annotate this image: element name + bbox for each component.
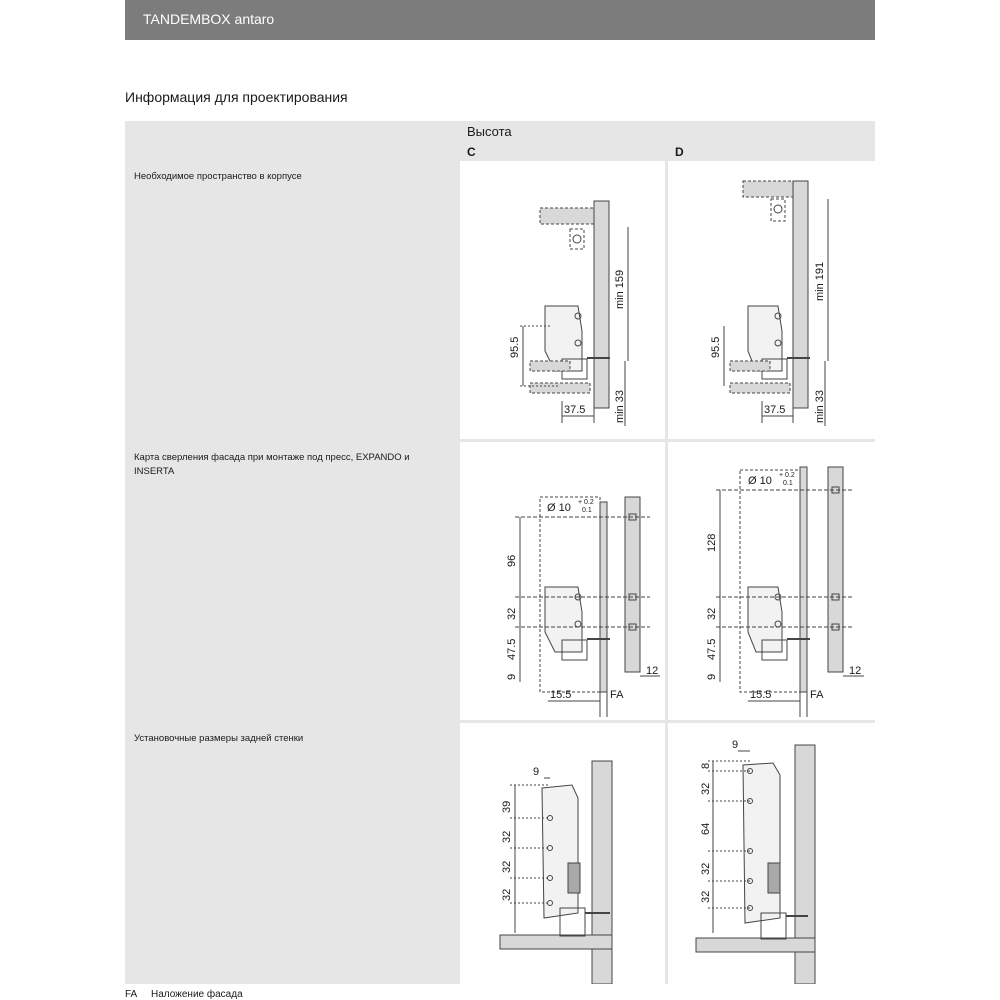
dim-label: 8 (700, 762, 712, 769)
section-title: Информация для проектирования (125, 89, 348, 105)
row-label: Карта сверления фасада при монтаже под пресс, EXPANDO и INSERTA (134, 452, 410, 477)
row-back-panel (125, 723, 875, 984)
dim-label: 64 (700, 822, 712, 835)
footnote-text: Наложение фасада (151, 989, 243, 1000)
row-label: Установочные размеры задней стенки (134, 733, 304, 744)
column-header-row (125, 121, 875, 159)
dim-label: 32 (506, 607, 518, 620)
column-c-label: C (467, 145, 476, 159)
diagram-front-drilling-d (668, 442, 875, 720)
column-d-label: D (675, 145, 684, 159)
dim-label: 15.5 (750, 689, 772, 701)
dim-label: + 0.2 (779, 472, 795, 479)
dim-label: min 191 (814, 261, 826, 301)
dim-label: 32 (706, 607, 718, 620)
dim-label: 47.5 (706, 638, 718, 660)
diagram-cabinet-space-d (668, 161, 875, 439)
dim-label: 37.5 (764, 404, 786, 416)
dim-label: 95.5 (710, 336, 722, 358)
diagram-back-panel-d (668, 723, 875, 984)
diagram-back-panel-c (460, 723, 665, 984)
dim-label: min 33 (614, 389, 626, 423)
diagram-front-drilling-c (460, 442, 665, 720)
dim-label: 32 (700, 862, 712, 875)
dim-label: 0.1 (783, 480, 793, 487)
design-info-table (125, 121, 875, 984)
dim-label: 37.5 (564, 404, 586, 416)
dim-label: 96 (506, 554, 518, 567)
row-label: Необходимое пространство в корпусе (134, 171, 302, 182)
dim-label: 9 (706, 673, 718, 680)
dim-label: Ø 10 (748, 475, 772, 487)
footnote (125, 989, 243, 1000)
dim-label: + 0.2 (578, 499, 594, 506)
diagram-cabinet-space-c (460, 161, 665, 439)
dim-label: 32 (700, 782, 712, 795)
dim-label: 15.5 (550, 689, 572, 701)
dim-label: 12 (849, 665, 862, 677)
dim-label: 9 (506, 673, 518, 680)
header-bar (125, 0, 875, 40)
dim-label: 0.1 (582, 507, 592, 514)
height-column-label: Высота (467, 124, 512, 139)
dim-label: 12 (646, 665, 659, 677)
dim-label: 95.5 (509, 336, 521, 358)
dim-label: 32 (700, 890, 712, 903)
dim-label: 32 (501, 830, 513, 843)
dim-label: 32 (501, 888, 513, 901)
dim-label: 39 (501, 800, 513, 813)
dim-label: 128 (706, 533, 718, 552)
dim-label: 9 (732, 739, 739, 751)
product-title: TANDEMBOX antaro (143, 11, 275, 27)
dim-label: min 159 (614, 269, 626, 309)
dim-label: 9 (533, 766, 540, 778)
dim-label: Ø 10 (547, 502, 571, 514)
dim-label: min 33 (814, 389, 826, 423)
row-front-drilling (125, 442, 875, 720)
footnote-abbr: FA (125, 989, 138, 1000)
dim-label: 32 (501, 860, 513, 873)
row-cabinet-space (125, 161, 875, 439)
dim-label: 47.5 (506, 638, 518, 660)
dim-label: FA (810, 689, 824, 701)
dim-label: FA (610, 689, 624, 701)
